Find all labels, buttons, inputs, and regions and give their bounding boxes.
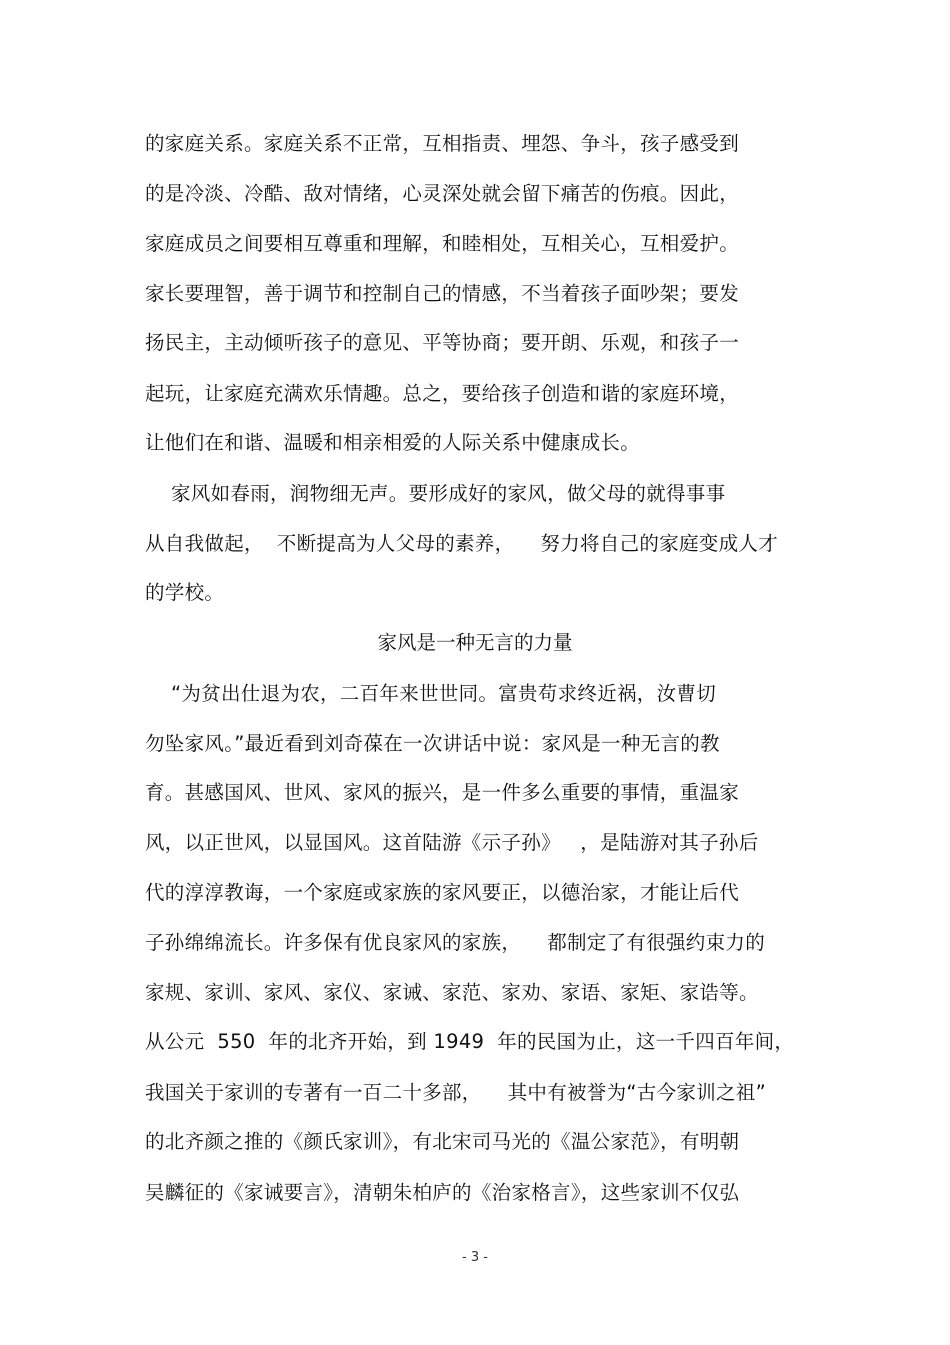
text-line: 家庭成员之间要相互尊重和理解，和睦相处，互相关心，互相爱护。 — [145, 232, 740, 255]
text-line: 勿坠家风。”最近看到刘奇葆在一次讲话中说：家风是一种无言的教 — [145, 732, 720, 755]
text-line: 代的淳淳教诲，一个家庭或家族的家风要正，以德治家，才能让后代 — [145, 881, 740, 904]
text-line: 扬民主，主动倾听孩子的意见、平等协商；要开朗、乐观，和孩子一 — [145, 331, 740, 354]
text-line: 家规、家训、家风、家仪、家诫、家范、家劝、家语、家矩、家诰等。 — [145, 981, 759, 1004]
text-line: 家风如春雨，润物细无声。要形成好的家风，做父母的就得事事 — [145, 482, 726, 505]
text-line: 让他们在和谐、温暖和相亲相爱的人际关系中健康成长。 — [145, 431, 641, 454]
text-line: “为贫出仕退为农，二百年来世世同。富贵苟求终近祸，汝曹切 — [145, 682, 716, 705]
text-line: 的北齐颜之推的《颜氏家训》，有北宋司马光的《温公家范》，有明朝 — [145, 1130, 740, 1153]
text-line: 的家庭关系。家庭关系不正常，互相指责、埋怨、争斗，孩子感受到 — [145, 132, 740, 155]
section-heading: 家风是一种无言的力量 — [377, 631, 573, 654]
text-line: 我国关于家训的专著有一百二十多部， 其中有被誉为“古今家训之祖” — [145, 1081, 766, 1104]
text-line: 风，以正世风，以显国风。这首陆游《示子孙》 ，是陆游对其子孙后 — [145, 831, 759, 854]
text-line: 的是冷淡、冷酷、敌对情绪，心灵深处就会留下痛苦的伤痕。因此， — [145, 182, 740, 205]
text-line: 起玩，让家庭充满欢乐情趣。总之，要给孩子创造和谐的家庭环境， — [145, 382, 740, 405]
text-line: 育。甚感国风、世风、家风的振兴，是一件多么重要的事情，重温家 — [145, 781, 740, 804]
page-number: - 3 - — [462, 1250, 488, 1265]
text-line: 子孙绵绵流长。许多保有优良家风的家族， 都制定了有很强约束力的 — [145, 931, 765, 954]
text-line: 从自我做起， 不断提高为人父母的素养， 努力将自己的家庭变成人才 — [145, 532, 778, 555]
text-line: 家长要理智，善于调节和控制自己的情感，不当着孩子面吵架；要发 — [145, 282, 740, 305]
text-line: 吴麟征的《家诫要言》，清朝朱柏庐的《治家格言》，这些家训不仅弘 — [145, 1181, 740, 1204]
text-line: 从公元 550 年的北齐开始，到 1949 年的民国为止，这一千四百年间， — [145, 1030, 795, 1053]
text-line: 的学校。 — [145, 581, 225, 604]
